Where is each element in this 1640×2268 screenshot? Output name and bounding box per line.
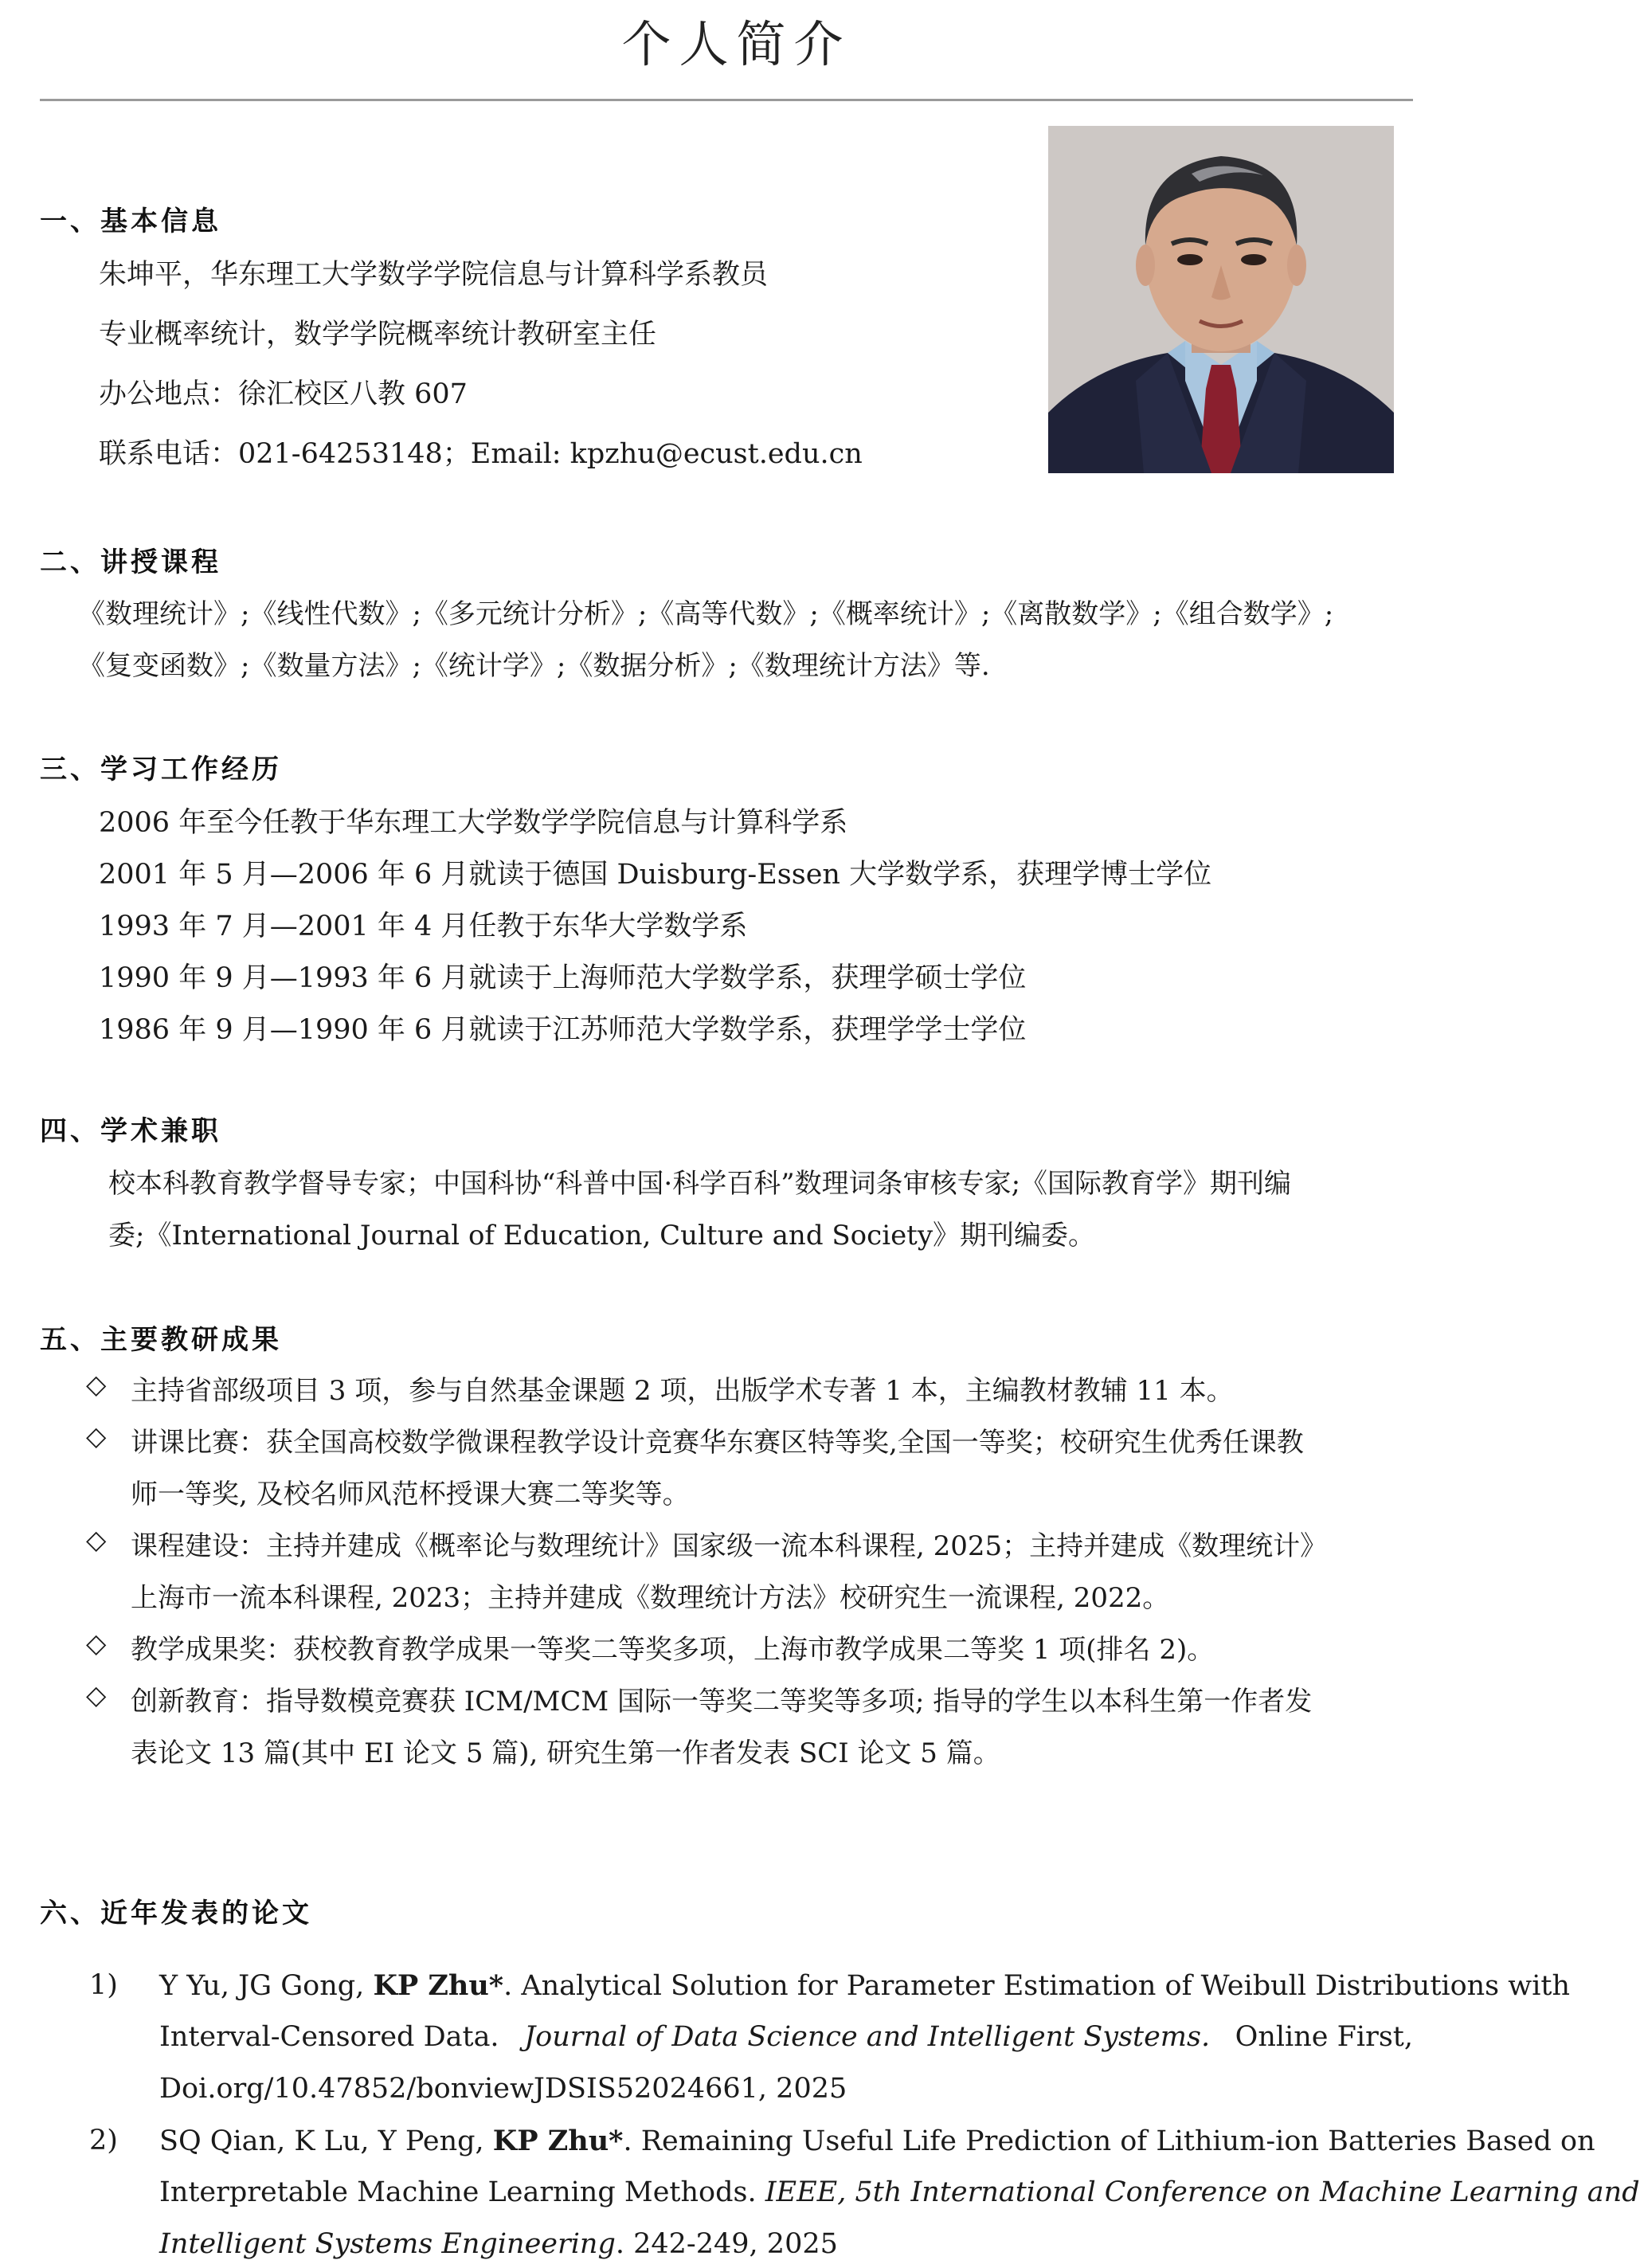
experience-line: 1986 年 9 月—1990 年 6 月就读于江苏师范大学数学系，获理学学士学位 (99, 1014, 1027, 1046)
paper-number: 2) (89, 2125, 118, 2156)
paper-number: 1) (89, 1969, 118, 2001)
roles-line: 委;《International Journal of Education, Culture and Society》期刊编委。 (108, 1220, 1096, 1252)
paper-journal-cont: Intelligent Systems Engineering (159, 2228, 616, 2260)
section-heading-achievements: 五、主要教研成果 (40, 1324, 282, 1356)
paper-self-author: KP Zhu* (373, 1969, 504, 2002)
section-heading-basic: 一、基本信息 (40, 206, 221, 237)
paper-line (159, 2176, 1640, 2208)
portrait-illustration (1048, 126, 1394, 473)
paper-self-author: KP Zhu* (492, 2125, 624, 2157)
achievement-line: 讲课比赛：获全国高校数学微课程教学设计竞赛华东赛区特等奖,全国一等奖；校研究生优秀任课教 (131, 1427, 1304, 1459)
achievement-line: 课程建设：主持并建成《概率论与数理统计》国家级一流本科课程, 2025；主持并建成《数理统计》 (131, 1530, 1328, 1562)
section-heading-experience: 三、学习工作经历 (40, 754, 282, 785)
paper-title: . Analytical Solution for Parameter Estimation of Weibull Distributions with (503, 1970, 1571, 2002)
diamond-bullet-icon: ◇ (86, 1420, 107, 1451)
portrait-photo (1048, 126, 1394, 473)
paper-line (159, 2125, 1595, 2157)
basic-info-line: 朱坤平，华东理工大学数学学院信息与计算科学系教员 (99, 259, 769, 291)
paper-title-cont: Interpretable Machine Learning Methods. (159, 2176, 765, 2208)
basic-info-line: 联系电话：021-64253148；Email: kpzhu@ecust.edu.cn (99, 438, 863, 470)
paper-title: . Remaining Useful Life Prediction of Lithium-ion Batteries Based on (623, 2125, 1595, 2157)
paper-pages: . 242-249, 2025 (615, 2228, 838, 2260)
paper-journal: Journal of Data Science and Intelligent Systems. (524, 2021, 1211, 2053)
section-heading-roles: 四、学术兼职 (40, 1115, 221, 1147)
paper-status: Online First, (1235, 2021, 1413, 2053)
paper-authors: SQ Qian, K Lu, Y Peng, (159, 2125, 493, 2157)
diamond-bullet-icon: ◇ (86, 1369, 107, 1400)
courses-line: 《数理统计》;《线性代数》;《多元统计分析》;《高等代数》;《概率统计》;《离散数学》;《组合数学》; (78, 598, 1334, 630)
paper-doi: Doi.org/10.47852/bonviewJDSIS52024661, 2025 (159, 2073, 847, 2105)
page-title: 个人简介 (621, 15, 851, 73)
achievement-line: 师一等奖, 及校名师风范杯授课大赛二等奖等。 (131, 1479, 690, 1510)
section-heading-courses: 二、讲授课程 (40, 546, 221, 578)
paper-journal: IEEE, 5th International Conference on Machine Learning and (765, 2176, 1640, 2208)
achievement-line: 主持省部级项目 3 项，参与自然基金课题 2 项，出版学术专著 1 本，主编教材教辅 11 本。 (131, 1375, 1234, 1407)
achievement-line: 教学成果奖：获校教育教学成果一等奖二等奖多项，上海市教学成果二等奖 1 项(排名 2)。 (131, 1634, 1215, 1666)
diamond-bullet-icon: ◇ (86, 1628, 107, 1659)
experience-line: 1990 年 9 月—1993 年 6 月就读于上海师范大学数学系，获理学硕士学位 (99, 962, 1027, 994)
achievement-line: 创新教育：指导数模竞赛获 ICM/MCM 国际一等奖二等奖等多项; 指导的学生以本科生第一作者发 (131, 1686, 1313, 1718)
courses-line: 《复变函数》;《数量方法》;《统计学》;《数据分析》;《数理统计方法》等. (78, 650, 990, 682)
paper-authors: Y Yu, JG Gong, (159, 1970, 374, 2002)
diamond-bullet-icon: ◇ (86, 1679, 107, 1710)
achievement-line: 上海市一流本科课程, 2023；主持并建成《数理统计方法》校研究生一流课程, 2022。 (131, 1582, 1170, 1614)
experience-line: 1993 年 7 月—2001 年 4 月任教于东华大学数学系 (99, 911, 748, 942)
paper-title-cont: Interval-Censored Data. (159, 2021, 499, 2053)
experience-line: 2006 年至今任教于华东理工大学数学学院信息与计算科学系 (99, 807, 848, 839)
paper-line (159, 2228, 838, 2260)
experience-line: 2001 年 5 月—2006 年 6 月就读于德国 Duisburg-Essen 大学数学系，获理学博士学位 (99, 859, 1212, 891)
paper-line (159, 1969, 1570, 2002)
paper-line (159, 2021, 1413, 2053)
basic-info-line: 专业概率统计，数学学院概率统计教研室主任 (99, 319, 657, 351)
achievement-line: 表论文 13 篇(其中 EI 论文 5 篇), 研究生第一作者发表 SCI 论文 5 篇。 (131, 1737, 1000, 1769)
section-heading-papers: 六、近年发表的论文 (40, 1898, 312, 1929)
roles-line: 校本科教育教学督导专家；中国科协“科普中国·科学百科”数理词条审核专家;《国际教育学》期刊编 (108, 1168, 1292, 1200)
basic-info-line: 办公地点：徐汇校区八教 607 (99, 378, 468, 410)
diamond-bullet-icon: ◇ (86, 1524, 107, 1555)
title-divider (40, 99, 1413, 101)
